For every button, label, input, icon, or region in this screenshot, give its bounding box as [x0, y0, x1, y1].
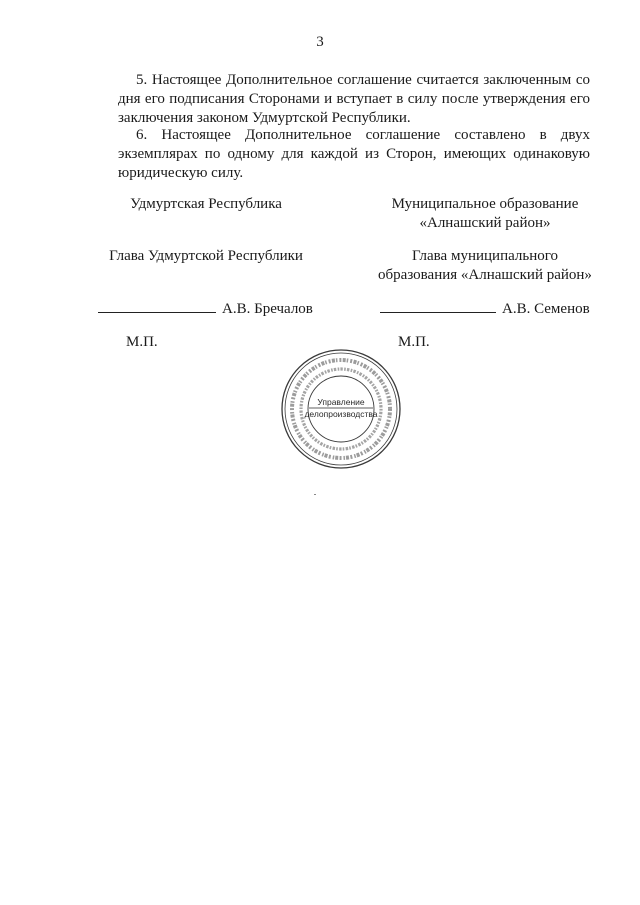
right-seal-label: М.П. — [398, 334, 430, 350]
right-signatory-position — [372, 247, 598, 285]
left-seal-label: М.П. — [126, 334, 158, 350]
seal-text-line1: Управление — [317, 397, 365, 407]
scan-speck — [314, 494, 316, 495]
right-position-line1: Глава муниципального — [411, 248, 559, 264]
right-party-name-line1: Муниципальное образование — [391, 196, 579, 212]
right-position-line2: образования «Алнашский район» — [378, 267, 592, 283]
left-signatory-name: А.В. Бречалов — [222, 301, 313, 317]
official-seal-stamp — [279, 347, 403, 471]
clause-5: 5. Настоящее Дополнительное соглашение считается заключенным со дня его подписания Сторонами и вступает в силу после утверждения его заключения законом Удмуртской Республики. — [118, 72, 590, 126]
clause-6: 6. Настоящее Дополнительное соглашение составлено в двух экземплярах по одному для каждой из Сторон, имеющих одинаковую юридическую силу. — [118, 127, 590, 181]
left-signature-row — [98, 299, 313, 319]
page-number: 3 — [316, 34, 324, 50]
right-party-name-line2: «Алнашский район» — [419, 215, 551, 231]
right-signature-row — [380, 299, 590, 319]
left-signatory-position: Глава Удмуртской Республики — [109, 248, 303, 264]
right-signature-line — [380, 299, 496, 313]
left-party-name: Удмуртская Республика — [130, 196, 282, 212]
right-signatory-name: А.В. Семенов — [502, 301, 590, 317]
right-party-name — [372, 195, 598, 233]
left-signature-line — [98, 299, 216, 313]
seal-text-line2: делопроизводства — [304, 409, 378, 419]
